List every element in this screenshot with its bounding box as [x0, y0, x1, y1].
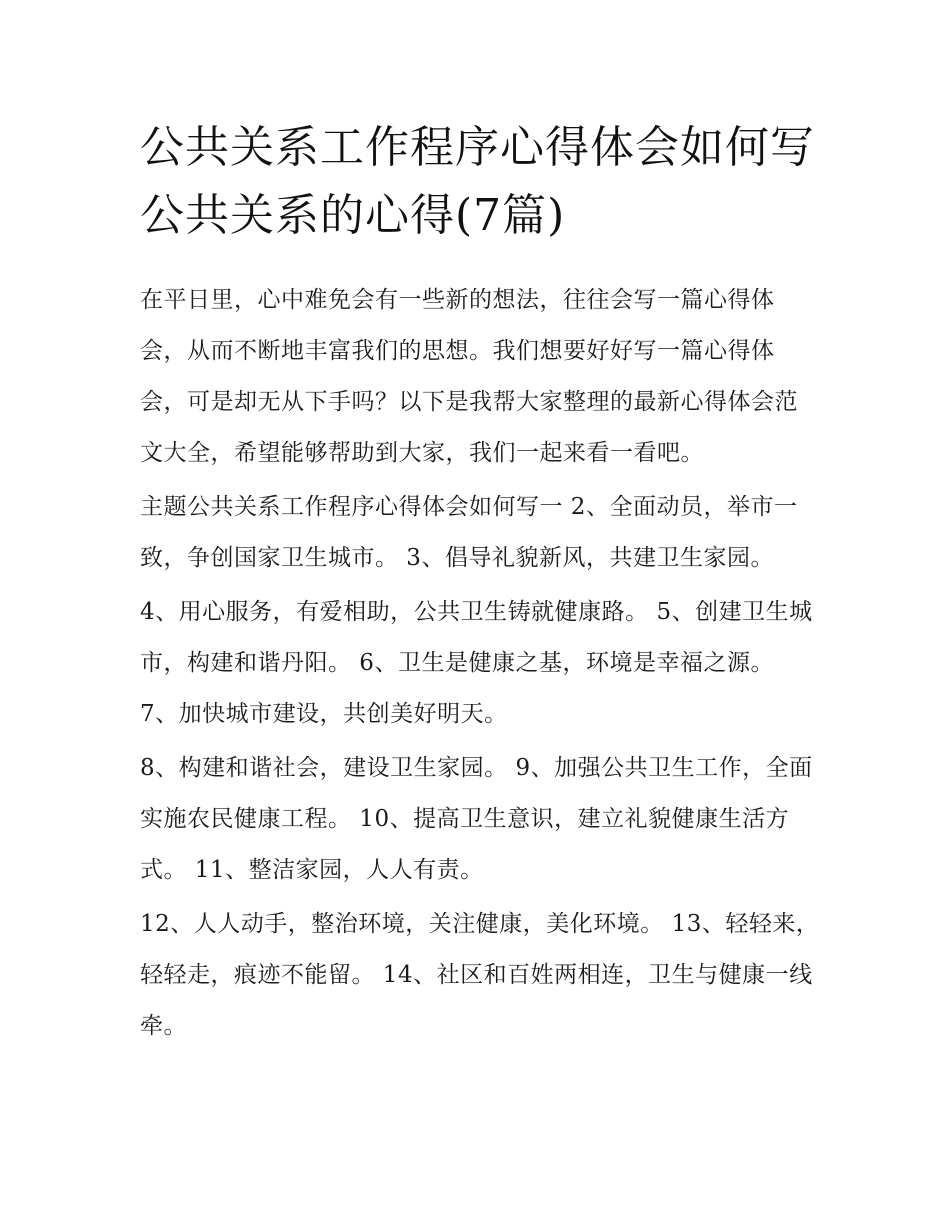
document-title: 公共关系工作程序心得体会如何写 公共关系的心得(7篇) [140, 122, 815, 241]
paragraph-slogans-12-14: 12、人人动手，整治环境，关注健康，美化环境。 13、轻轻来，轻轻走，痕迹不能留。 14、社区和百姓两相连，卫生与健康一线牵。 [140, 911, 820, 1039]
paragraph-intro: 在平日里，心中难免会有一些新的想法，往往会写一篇心得体会，从而不断地丰富我们的思想。我们想要好好写一篇心得体会，可是却无从下手吗？以下是我帮大家整理的最新心得体会范文大全，希望能够帮助到大家，我们一起来看一看吧。 [140, 287, 798, 466]
paragraph-slogans-8-11: 8、构建和谐社会，建设卫生家园。 9、加强公共卫生工作，全面实施农民健康工程。 10、提高卫生意识，建立礼貌健康生活方式。 11、整洁家园，人人有责。 [140, 755, 813, 883]
paragraph-topic-1: 主题公共关系工作程序心得体会如何写一 2、全面动员，举市一致，争创国家卫生城市。 3、倡导礼貌新风，共建卫生家园。 [140, 494, 798, 571]
document-body [140, 275, 820, 1055]
paragraph-slogans-4-7: 4、用心服务，有爱相助，公共卫生铸就健康路。 5、创建卫生城市，构建和谐丹阳。 6、卫生是健康之基，环境是幸福之源。 7、加快城市建设，共创美好明天。 [140, 599, 813, 727]
